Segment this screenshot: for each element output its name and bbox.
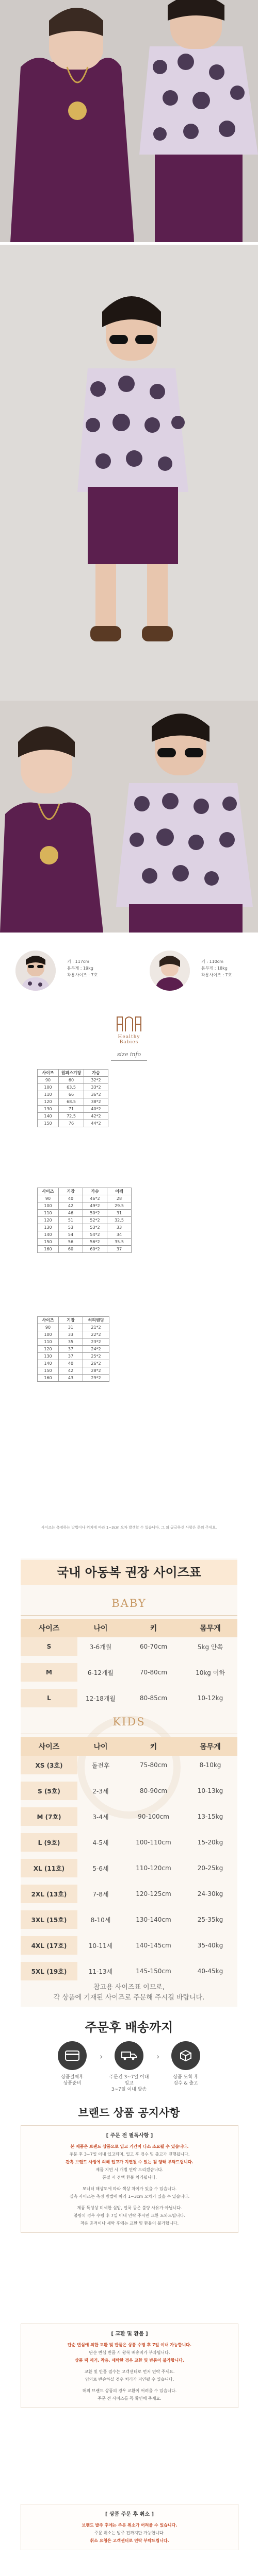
notice-title: 브랜드 상품 공지사항 xyxy=(78,2107,180,2119)
chart-cell: 4-5세 xyxy=(92,1839,109,1846)
chart-cell: 5XL (19호) xyxy=(21,1962,77,1980)
table-cell: 150 xyxy=(38,1367,59,1375)
chart-cell: 10kg 이하 xyxy=(196,1669,225,1676)
table-header-cell: 사이즈 xyxy=(38,1317,59,1324)
table-cell: 56 xyxy=(59,1239,83,1246)
notice-line xyxy=(35,2200,224,2204)
chart-cell: S xyxy=(21,1637,77,1656)
table-cell: 35 xyxy=(59,1338,83,1346)
table-row xyxy=(38,1091,108,1098)
chart-cell: 140-145cm xyxy=(136,1942,171,1949)
chart-row xyxy=(21,1962,237,1980)
chart-cell: XS (3호) xyxy=(21,1756,77,1774)
table-cell: 52*2 xyxy=(83,1217,107,1224)
table-cell: 42 xyxy=(59,1367,83,1375)
truck-icon xyxy=(115,2041,143,2070)
table-header-cell: 원피스기장 xyxy=(59,1070,84,1077)
table-cell: 31 xyxy=(59,1324,83,1331)
notice-line: 제품 지연 시 개별 연락 드리겠습니다. xyxy=(95,2167,164,2172)
chart-cell: 4XL (17호) xyxy=(21,1936,77,1955)
notice-line: 브랜드 발주 후에는 주문 취소가 어려울 수 있습니다. xyxy=(82,2523,178,2528)
chart-cell: 3XL (15호) xyxy=(21,1910,77,1929)
size-chart-title: 국내 아동복 권장 사이즈표 xyxy=(21,1560,237,1585)
chart-cell: 75-80cm xyxy=(139,1761,168,1769)
chart-cell: 3-4세 xyxy=(92,1813,109,1821)
table-cell: 28*2 xyxy=(83,1367,109,1375)
table-cell: 54*2 xyxy=(83,1231,107,1239)
table-cell: 23*2 xyxy=(83,1338,109,1346)
size-chart-footer xyxy=(21,1982,237,2003)
size-table-shirt xyxy=(37,1188,132,1253)
chart-cell: L (9호) xyxy=(21,1833,77,1852)
model-right-size: 착용사이즈 : 7호 xyxy=(201,973,232,977)
table-cell: 36*2 xyxy=(84,1091,108,1098)
kids-label: KIDS xyxy=(112,1716,146,1728)
table-row xyxy=(38,1195,132,1202)
table-cell: 42*2 xyxy=(84,1113,108,1120)
table-cell: 72.5 xyxy=(59,1113,84,1120)
chart-row xyxy=(21,1782,237,1800)
shipping-step-3-label xyxy=(165,2074,206,2087)
chart-cell: 80-90cm xyxy=(139,1787,168,1794)
table-cell: 33 xyxy=(59,1331,83,1338)
table-cell: 110 xyxy=(38,1091,59,1098)
table-row xyxy=(38,1077,108,1084)
table-cell: 25*2 xyxy=(83,1353,109,1360)
table-cell: 120 xyxy=(38,1098,59,1106)
notice-line: 간혹 브랜드 사정에 의해 입고가 지연될 수 있는 점 양해 부탁드립니다. xyxy=(66,2160,194,2164)
chart-cell: 40-45kg xyxy=(197,1968,223,1975)
chart-cell: 3-6개월 xyxy=(89,1643,112,1651)
box-icon xyxy=(171,2041,200,2070)
chart-row xyxy=(21,1885,237,1903)
table-cell: 35.5 xyxy=(107,1239,132,1246)
table-cell: 160 xyxy=(38,1375,59,1382)
chart-header-cell: 몸무게 xyxy=(200,1743,221,1751)
table-header-cell: 기장 xyxy=(59,1188,83,1195)
chart-header-cell: 사이즈 xyxy=(38,1624,60,1633)
chart-header-cell: 나이 xyxy=(93,1624,108,1633)
chart-header-cell: 나이 xyxy=(93,1743,108,1751)
size-info-title: size info xyxy=(117,1051,141,1058)
notice-line: 단순 변심 반품 시 왕복 배송비가 부과됩니다. xyxy=(89,2350,170,2355)
notice-box-return xyxy=(21,2324,238,2408)
table-header-cell: 가슴 xyxy=(83,1188,107,1195)
table-row xyxy=(38,1375,109,1382)
table-cell: 21*2 xyxy=(83,1324,109,1331)
notice-line: 상품 택 제거, 착용, 세탁한 경우 교환 및 반품이 불가합니다. xyxy=(75,2358,184,2363)
table-row xyxy=(38,1120,108,1127)
table-cell: 22*2 xyxy=(83,1331,109,1338)
table-cell: 43 xyxy=(59,1375,83,1382)
table-header-cell: 가슴 xyxy=(84,1070,108,1077)
table-cell: 53 xyxy=(59,1224,83,1231)
chart-cell: 10-12kg xyxy=(197,1694,223,1702)
table-header-cell: 허리밴딩 xyxy=(83,1317,109,1324)
table-cell: 76 xyxy=(59,1120,84,1127)
shipping-title: 주문후 배송까지 xyxy=(85,2020,173,2035)
size-info-note xyxy=(0,1525,258,1530)
table-cell: 100 xyxy=(38,1202,59,1210)
notice-box-return-body xyxy=(21,2337,238,2408)
chart-cell: 2XL (13호) xyxy=(21,1885,77,1903)
chart-cell: 60-70cm xyxy=(139,1643,168,1650)
table-cell: 54 xyxy=(59,1231,83,1239)
model-right-weight: 몸무게 : 18kg xyxy=(201,966,228,971)
table-row xyxy=(38,1113,108,1120)
model-avatar-girl xyxy=(150,951,190,991)
shipping-step-3 xyxy=(165,2041,206,2087)
chart-cell: 10-11세 xyxy=(88,1942,113,1950)
table-row xyxy=(38,1367,109,1375)
product-photo-3 xyxy=(0,701,258,933)
notice-box-order-body xyxy=(21,2139,238,2232)
shipping-step-2 xyxy=(108,2041,150,2093)
chart-row xyxy=(21,1689,237,1707)
notice-line: 불량의 경우 수령 후 7일 이내 연락 주시면 교환 도와드립니다. xyxy=(74,2213,185,2218)
table-cell: 26*2 xyxy=(83,1360,109,1367)
chart-row xyxy=(21,1833,237,1852)
table-cell: 68.5 xyxy=(59,1098,84,1106)
chart-cell: L xyxy=(21,1689,77,1707)
table-cell: 28 xyxy=(107,1195,132,1202)
table-cell: 90 xyxy=(38,1195,59,1202)
notice-line: 품절 시 전액 환불 처리됩니다. xyxy=(102,2175,157,2180)
shipping-step-2-line-2: 3~7일 이내 발송 xyxy=(111,2087,147,2092)
chart-cell: 2-3세 xyxy=(92,1787,109,1795)
table-row xyxy=(38,1098,108,1106)
table-cell: 40 xyxy=(59,1360,83,1367)
table-header-row xyxy=(38,1317,109,1324)
table-row xyxy=(38,1331,109,1338)
chart-row xyxy=(21,1663,237,1682)
table-cell: 130 xyxy=(38,1106,59,1113)
model-left-size: 착용사이즈 : 7호 xyxy=(67,973,98,977)
table-cell: 66 xyxy=(59,1091,84,1098)
shipping-step-3-line-2: 검수 & 출고 xyxy=(173,2081,198,2086)
chart-cell: 8-10세 xyxy=(90,1916,111,1924)
notice-line: 취소 요청은 고객센터로 연락 부탁드립니다. xyxy=(90,2538,169,2543)
chevron-right-icon: › xyxy=(156,2052,160,2061)
chart-cell: 5-6세 xyxy=(92,1865,109,1872)
table-cell: 150 xyxy=(38,1120,59,1127)
table-cell: 34 xyxy=(107,1231,132,1239)
product-photo-2 xyxy=(0,245,258,701)
chart-header-cell: 키 xyxy=(150,1624,157,1633)
notice-line xyxy=(35,2383,224,2387)
chart-cell: 80-85cm xyxy=(139,1694,168,1702)
notice-box-return-title: [ 교환 및 환불 ] xyxy=(111,2331,148,2337)
size-table-shorts xyxy=(37,1316,109,1382)
notice-box-cancel xyxy=(21,2504,238,2550)
table-cell: 46*2 xyxy=(83,1195,107,1202)
table-cell: 140 xyxy=(38,1360,59,1367)
table-cell: 56*2 xyxy=(83,1239,107,1246)
chart-row xyxy=(21,1936,237,1955)
card-icon xyxy=(58,2041,87,2070)
shipping-step-2-line-1: 주문건 3~7일 이내 입고 xyxy=(109,2075,149,2086)
table-cell: 37 xyxy=(59,1346,83,1353)
table-header-cell: 어깨 xyxy=(107,1188,132,1195)
table-cell: 100 xyxy=(38,1084,59,1091)
chart-cell: 25-35kg xyxy=(197,1916,223,1923)
notice-line: 모니터 해상도에 따라 색상 차이가 있을 수 있습니다. xyxy=(82,2187,177,2191)
table-row xyxy=(38,1217,132,1224)
shipping-step-1-line-2: 상품준비 xyxy=(63,2081,82,2086)
baby-divider xyxy=(21,1615,237,1616)
table-cell: 71 xyxy=(59,1106,84,1113)
notice-line xyxy=(35,2181,224,2185)
chart-cell: M xyxy=(21,1663,77,1682)
chart-cell: 145-150cm xyxy=(136,1968,171,1975)
chart-row xyxy=(21,1637,237,1656)
table-header-row xyxy=(38,1188,132,1195)
table-row xyxy=(38,1106,108,1113)
shipping-step-1-line-1: 상품결제후 xyxy=(61,2075,84,2080)
table-row xyxy=(38,1239,132,1246)
table-cell: 46 xyxy=(59,1210,83,1217)
shipping-step-1 xyxy=(52,2041,93,2087)
table-cell: 49*2 xyxy=(83,1202,107,1210)
notice-line: 단순 변심에 의한 교환 및 반품은 상품 수령 후 7일 이내 가능합니다. xyxy=(67,2343,192,2347)
chart-cell: 15-20kg xyxy=(197,1839,223,1846)
chart-cell: 6-12개월 xyxy=(87,1669,114,1676)
model-right-height: 키 : 110cm xyxy=(201,959,223,964)
table-cell: 60*2 xyxy=(83,1246,107,1253)
table-cell: 29.5 xyxy=(107,1202,132,1210)
table-cell: 53*2 xyxy=(83,1224,107,1231)
table-row xyxy=(38,1084,108,1091)
chart-cell: 35-40kg xyxy=(197,1942,223,1949)
product-photo-1 xyxy=(0,0,258,242)
table-cell: 40*2 xyxy=(84,1106,108,1113)
table-row xyxy=(38,1231,132,1239)
table-cell: 130 xyxy=(38,1224,59,1231)
table-cell: 120 xyxy=(38,1217,59,1224)
notice-line: 주문 후 3~7일 이내 입고되며, 입고 후 검수 및 출고가 진행됩니다. xyxy=(69,2152,190,2157)
table-cell: 37 xyxy=(107,1246,132,1253)
table-header-cell: 기장 xyxy=(59,1317,83,1324)
table-cell: 40 xyxy=(59,1195,83,1202)
notice-line xyxy=(35,2364,224,2368)
notice-line: 해외 브랜드 상품의 경우 교환이 어려울 수 있습니다. xyxy=(82,2388,177,2393)
notice-line: 임의로 반송하실 경우 처리가 지연될 수 있습니다. xyxy=(85,2377,174,2382)
table-row xyxy=(38,1338,109,1346)
chart-cell: 5kg 안쪽 xyxy=(197,1643,223,1651)
table-row xyxy=(38,1360,109,1367)
chart-cell: 100-110cm xyxy=(136,1839,171,1846)
chart-cell: 10-13kg xyxy=(197,1787,223,1794)
table-cell: 90 xyxy=(38,1077,59,1084)
brand-logo-icon xyxy=(115,1014,143,1032)
chart-cell: 90-100cm xyxy=(138,1813,169,1820)
brand-name: Healthy Babies xyxy=(118,1035,140,1045)
chart-header-row xyxy=(21,1737,237,1756)
table-row xyxy=(38,1324,109,1331)
table-cell: 140 xyxy=(38,1113,59,1120)
table-cell: 42 xyxy=(59,1202,83,1210)
table-cell: 63.5 xyxy=(59,1084,84,1091)
size-note-1: 사이즈는 측정하는 방법이나 위치에 따라 1~3cm 오차 발생할 수 있습니다. xyxy=(41,1526,160,1530)
table-cell: 100 xyxy=(38,1331,59,1338)
notice-box-order xyxy=(21,2125,238,2233)
table-cell: 29*2 xyxy=(83,1375,109,1382)
table-cell: 60 xyxy=(59,1246,83,1253)
table-row xyxy=(38,1210,132,1217)
model-left-weight: 몸무게 : 19kg xyxy=(67,966,93,971)
model-info-left xyxy=(67,958,98,978)
table-cell: 31 xyxy=(107,1210,132,1217)
table-row xyxy=(38,1224,132,1231)
size-chart-footer-2: 각 상품에 기재된 사이즈로 주문해 주시길 바랍니다. xyxy=(53,1994,205,2002)
chart-header-cell: 키 xyxy=(150,1743,157,1751)
table-row xyxy=(38,1353,109,1360)
chart-cell: 70-80cm xyxy=(139,1669,168,1676)
chart-row xyxy=(21,1910,237,1929)
notice-line: 교환 및 반품 접수는 고객센터로 먼저 연락 주세요. xyxy=(84,2369,175,2374)
table-cell: 51 xyxy=(59,1217,83,1224)
chart-cell: 7-8세 xyxy=(92,1890,109,1898)
chart-cell: 8-10kg xyxy=(199,1761,221,1769)
chart-cell: 12-18개월 xyxy=(85,1694,116,1702)
table-row xyxy=(38,1202,132,1210)
chart-cell: S (5호) xyxy=(21,1782,77,1800)
size-table-dress xyxy=(37,1069,108,1127)
notice-line: 착용 흔적이나 세탁 후에는 교환 및 환불이 불가합니다. xyxy=(80,2221,179,2226)
notice-line: 실측 사이즈는 측정 방법에 따라 1~3cm 오차가 있을 수 있습니다. xyxy=(69,2194,190,2199)
table-cell: 37 xyxy=(59,1353,83,1360)
table-header-cell: 사이즈 xyxy=(38,1070,59,1077)
table-cell: 44*2 xyxy=(84,1120,108,1127)
chart-cell: 돌전후 xyxy=(91,1761,110,1769)
table-cell: 33*2 xyxy=(84,1084,108,1091)
size-note-2: 그 외 궁금하신 사항은 문의 주세요. xyxy=(161,1526,217,1530)
notice-line: 제품 특성상 미세한 실밥, 얼룩 등은 불량 사유가 아닙니다. xyxy=(77,2206,182,2210)
chart-cell: M (7호) xyxy=(21,1807,77,1826)
table-header-row xyxy=(38,1070,108,1077)
notice-line: 본 제품은 브랜드 상품으로 입고 기간이 다소 소요될 수 있습니다. xyxy=(70,2144,189,2149)
chart-row xyxy=(21,1756,237,1774)
chart-cell: 130-140cm xyxy=(136,1916,171,1923)
table-cell: 110 xyxy=(38,1338,59,1346)
table-cell: 38*2 xyxy=(84,1098,108,1106)
notice-line: 주문 취소는 발주 전까지만 가능합니다. xyxy=(94,2531,165,2535)
notice-line: 주문 전 사이즈를 꼭 확인해 주세요. xyxy=(98,2396,162,2401)
table-cell: 32.5 xyxy=(107,1217,132,1224)
table-row xyxy=(38,1346,109,1353)
model-avatar-boy xyxy=(15,951,56,991)
chart-cell: 11-13세 xyxy=(88,1968,113,1975)
model-info-section xyxy=(0,935,258,1010)
table-cell: 130 xyxy=(38,1353,59,1360)
size-info-divider xyxy=(111,1060,147,1061)
chart-cell: 24-30kg xyxy=(197,1890,223,1897)
table-cell: 50*2 xyxy=(83,1210,107,1217)
chart-cell: 13-15kg xyxy=(197,1813,223,1820)
size-chart-footer-1: 참고용 사이즈표 이므로, xyxy=(93,1984,165,1991)
table-cell: 150 xyxy=(38,1239,59,1246)
shipping-step-1-label xyxy=(52,2074,93,2087)
table-cell: 140 xyxy=(38,1231,59,1239)
table-cell: 120 xyxy=(38,1346,59,1353)
shipping-step-3-line-1: 상품 도착 후 xyxy=(173,2075,199,2080)
chevron-right-icon: › xyxy=(100,2052,103,2061)
chart-cell: XL (11호) xyxy=(21,1859,77,1877)
chart-cell: 110-120cm xyxy=(136,1865,171,1872)
chart-header-cell: 사이즈 xyxy=(38,1743,60,1751)
table-cell: 110 xyxy=(38,1210,59,1217)
chart-header-cell: 몸무게 xyxy=(200,1624,221,1633)
notice-box-cancel-body xyxy=(21,2517,238,2550)
chart-row xyxy=(21,1807,237,1826)
model-info-right xyxy=(201,958,232,978)
notice-box-cancel-title: [ 상품 주문 후 취소 ] xyxy=(105,2512,154,2517)
table-cell: 24*2 xyxy=(83,1346,109,1353)
table-cell: 60 xyxy=(59,1077,84,1084)
table-header-cell: 사이즈 xyxy=(38,1188,59,1195)
shipping-step-2-label xyxy=(108,2074,150,2093)
chart-row xyxy=(21,1859,237,1877)
notice-box-order-title: [ 주문 전 필독사항 ] xyxy=(106,2133,153,2139)
table-cell: 160 xyxy=(38,1246,59,1253)
brand-logo xyxy=(108,1014,150,1045)
chart-header-row xyxy=(21,1619,237,1637)
table-row xyxy=(38,1246,132,1253)
baby-label: BABY xyxy=(111,1597,147,1609)
model-left-height: 키 : 117cm xyxy=(67,959,89,964)
table-cell: 90 xyxy=(38,1324,59,1331)
table-cell: 33 xyxy=(107,1224,132,1231)
chart-cell: 120-125cm xyxy=(136,1890,171,1897)
chart-cell: 20-25kg xyxy=(197,1865,223,1872)
table-cell: 32*2 xyxy=(84,1077,108,1084)
